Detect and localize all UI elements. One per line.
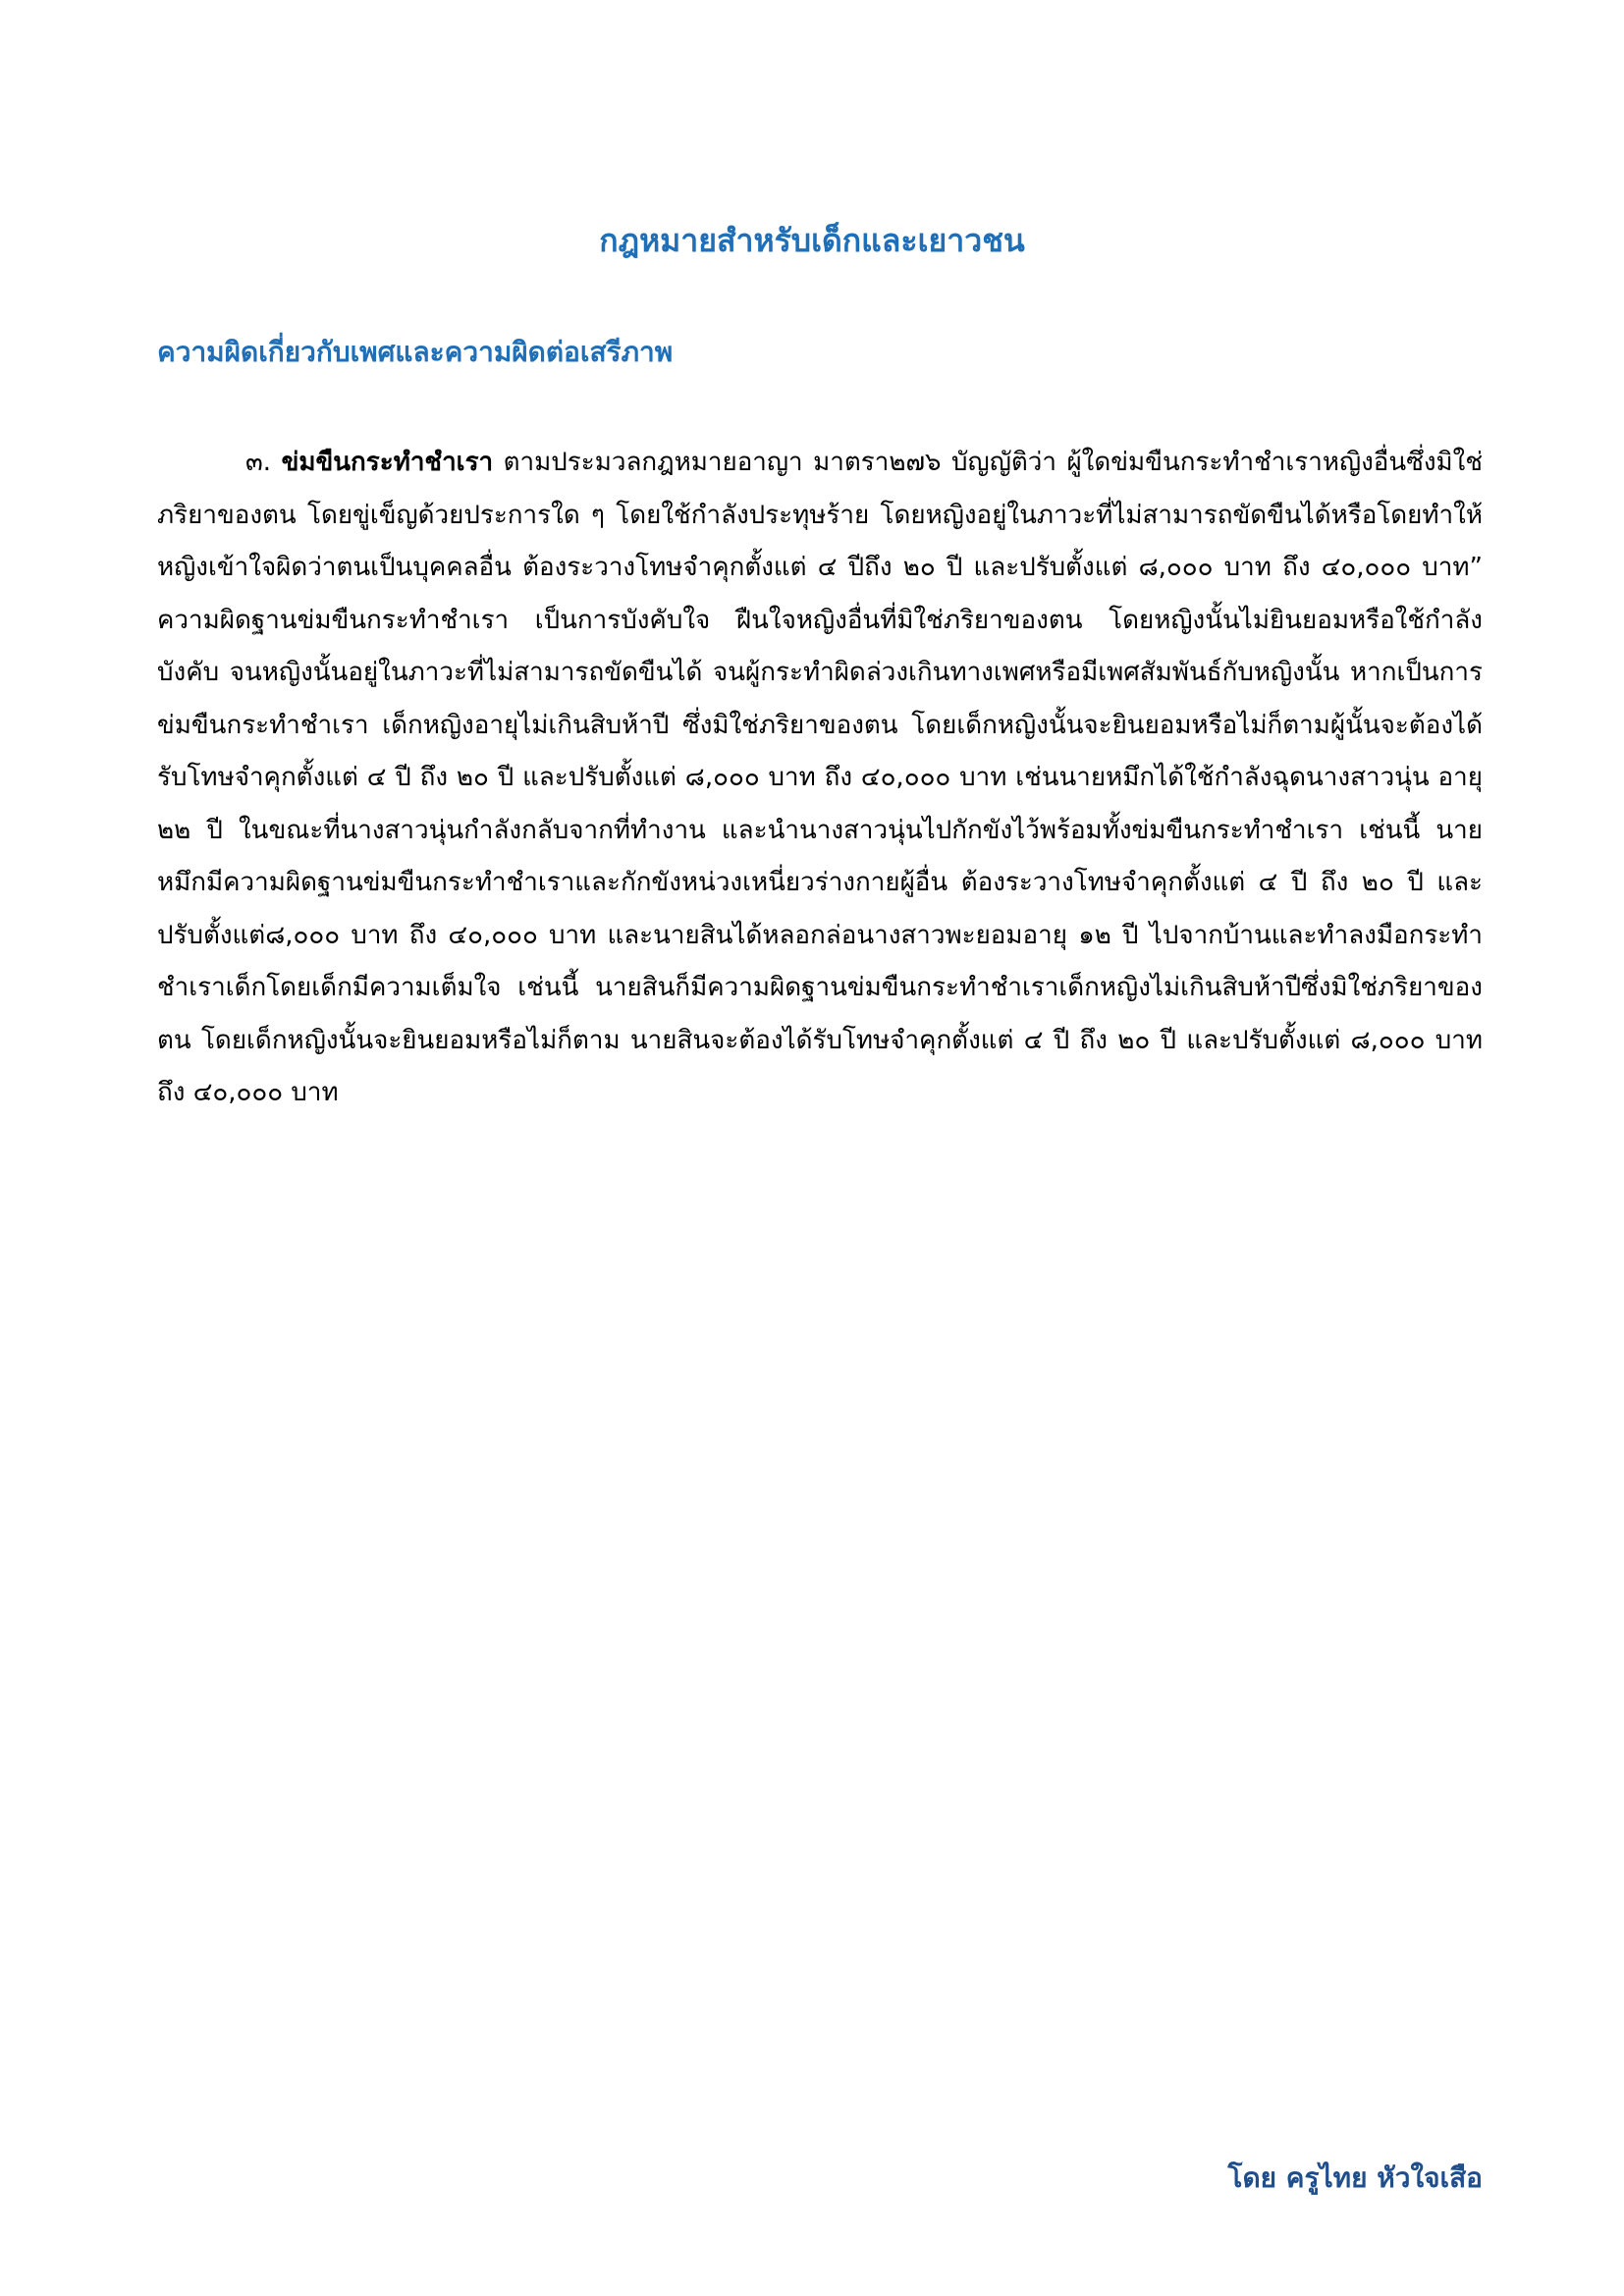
page-title: กฎหมายสำหรับเด็กและเยาวชน [599, 222, 1025, 259]
section-heading: ความผิดเกี่ยวกับเพศและความผิดต่อเสรีภาพ [157, 336, 674, 368]
body-paragraph [157, 437, 1483, 1120]
paragraph-number: ๓. [245, 448, 272, 477]
paragraph-text: ตามประมวลกฎหมายอาญา มาตรา๒๗๖ บัญญัติว่า ผู้ใดข่มขืนกระทำชำเราหญิงอื่นซึ่งมิใช่ภริยาของตน โดยขู่เข็ญด้วยประการใด ๆ โดยใช้กำลังประทุษร้าย โดยหญิงอยู่ในภาวะที่ไม่สามารถขัดขืนได้หรือโดยทำให้หญิงเข้าใจผิดว่าตนเป็นบุคคลอื่น ต้องระวางโทษจำคุกตั้งแต่ ๔ ปีถึง ๒๐ ปี และปรับตั้งแต่ ๘,๐๐๐ บาท ถึง ๔๐,๐๐๐ บาท” ความผิดฐานข่มขืนกระทำชำเรา เป็นการบังคับใจ ฝืนใจหญิงอื่นที่มิใช่ภริยาของตน โดยหญิงนั้นไม่ยินยอมหรือใช้กำลังบังคับ จนหญิงนั้นอยู่ในภาวะที่ไม่สามารถขัดขืนได้ จนผู้กระทำผิดล่วงเกินทางเพศหรือมีเพศสัมพันธ์กับหญิงนั้น หากเป็นการข่มขืนกระทำชำเรา เด็กหญิงอายุไม่เกินสิบห้าปี ซึ่งมิใช่ภริยาของตน โดยเด็กหญิงนั้นจะยินยอมหรือไม่ก็ตามผู้นั้นจะต้องได้รับโทษจำคุกตั้งแต่ ๔ ปี ถึง ๒๐ ปี และปรับตั้งแต่ ๘,๐๐๐ บาท ถึง ๔๐,๐๐๐ บาท เช่นนายหมึกได้ใช้กำลังฉุดนางสาวนุ่น อายุ ๒๒ ปี ในขณะที่นางสาวนุ่นกำลังกลับจากที่ทำงาน และนำนางสาวนุ่นไปกักขังไว้พร้อมทั้งข่มขืนกระทำชำเรา เช่นนี้ นายหมึกมีความผิดฐานข่มขืนกระทำชำเราและกักขังหน่วงเหนี่ยวร่างกายผู้อื่น ต้องระวางโทษจำคุกตั้งแต่ ๔ ปี ถึง ๒๐ ปี และปรับตั้งแต่๘,๐๐๐ บาท ถึง ๔๐,๐๐๐ บาท และนายสินได้หลอกล่อนางสาวพะยอมอายุ ๑๒ ปี ไปจากบ้านและทำลงมือกระทำชำเราเด็กโดยเด็กมีความเต็มใจ เช่นนี้ นายสินก็มีความผิดฐานข่มขืนกระทำชำเราเด็กหญิงไม่เกินสิบห้าปีซึ่งมิใช่ภริยาของตน โดยเด็กหญิงนั้นจะยินยอมหรือไม่ก็ตาม นายสินจะต้องได้รับโทษจำคุกตั้งแต่ ๔ ปี ถึง ๒๐ ปี และปรับตั้งแต่ ๘,๐๐๐ บาท ถึง ๔๐,๐๐๐ บาท [157, 448, 1484, 1107]
author-credit: โดย ครูไทย หัวใจเสือ [1227, 2162, 1483, 2194]
paragraph-term: ข่มขืนกระทำชำเรา [281, 448, 494, 477]
